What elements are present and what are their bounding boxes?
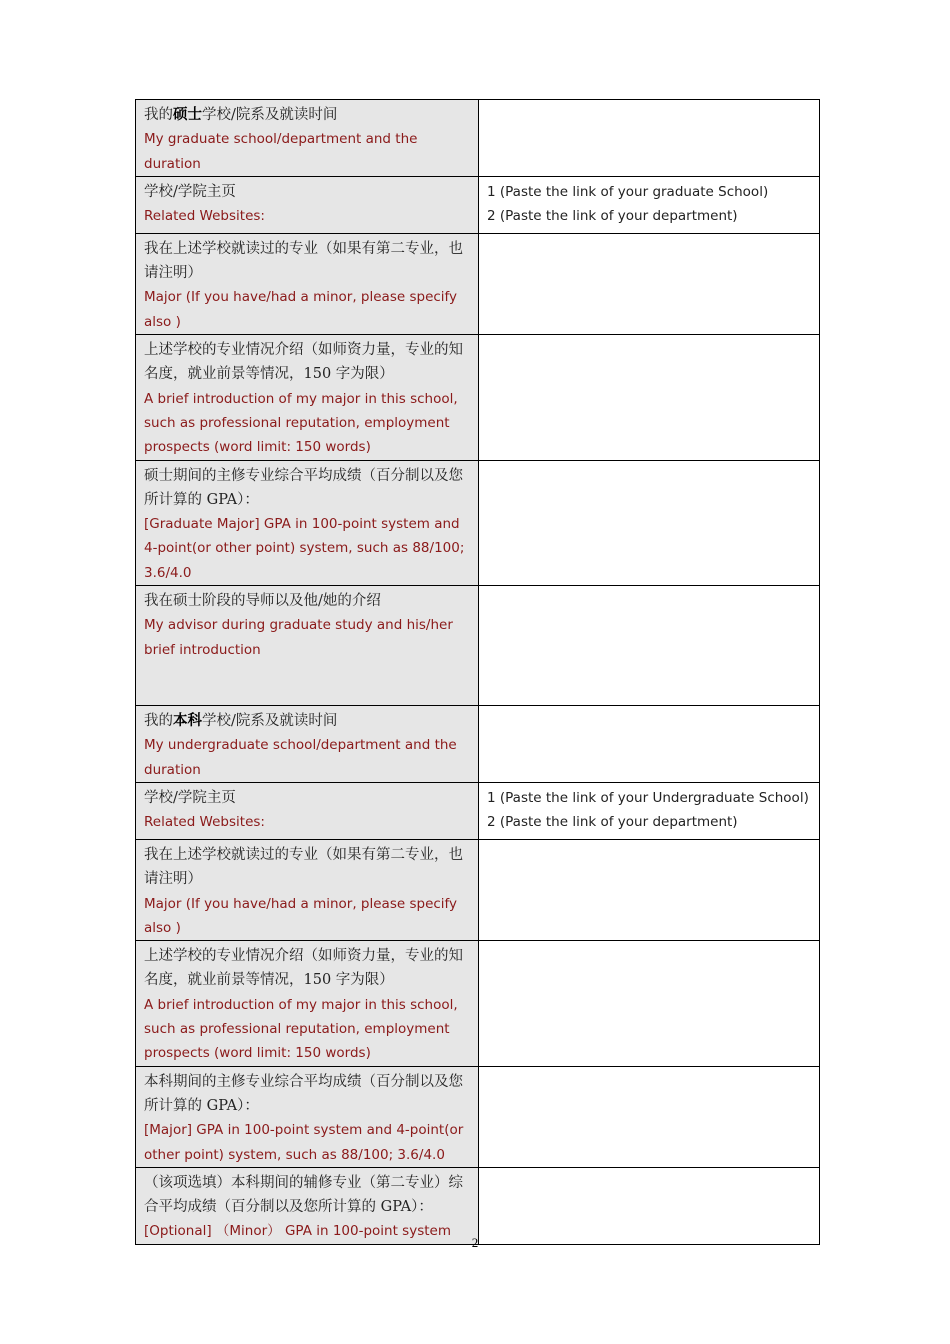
form-row [136, 782, 820, 839]
field-label-cell [136, 839, 479, 940]
field-value-cell[interactable] [479, 1066, 820, 1167]
field-label-en: [Optional] （Minor） GPA in 100-point system [144, 1223, 451, 1240]
field-label-zh-text: 我在上述学校就读过的专业（如果有第二专业，也请注明） [144, 846, 463, 888]
field-label-cell [136, 100, 479, 177]
field-label-cell [136, 941, 479, 1066]
field-label-zh-text: 学校/学院主页 [144, 183, 236, 200]
field-label-cell [136, 1066, 479, 1167]
field-label-cell [136, 335, 479, 460]
field-label-zh-text: 硕士期间的主修专业综合平均成绩（百分制以及您所计算的 GPA）： [144, 467, 463, 508]
form-row [136, 176, 820, 233]
field-label-en: A brief introduction of my major in this school, such as professional reputation, employment prospects (word limit: 150 words) [144, 390, 458, 456]
form-row [136, 335, 820, 460]
field-value-cell[interactable] [479, 1167, 820, 1244]
field-value-cell[interactable] [479, 706, 820, 783]
field-label-zh-text: 学校/学院主页 [144, 789, 236, 806]
page-number: 2 [471, 1235, 479, 1250]
field-label-en: [Major] GPA in 100-point system and 4-point(or other point) system, such as 88/100; 3.6/4.0 [144, 1122, 464, 1163]
field-label-zh [144, 709, 470, 733]
field-label-en: Related Websites: [144, 814, 265, 831]
field-label-en: [Graduate Major] GPA in 100-point system and 4-point(or other point) system, such as 88/100; 3.6/4.0 [144, 516, 465, 581]
field-label-zh-emphasis: 本科 [173, 712, 202, 730]
form-row [136, 706, 820, 783]
field-label-zh-text: 我在上述学校就读过的专业（如果有第二专业，也请注明） [144, 240, 463, 282]
field-label-en: My graduate school/department and the duration [144, 131, 418, 172]
field-label-cell [136, 233, 479, 334]
field-label-zh [144, 843, 470, 892]
field-label-zh-text: 本科期间的主修专业综合平均成绩（百分制以及您所计算的 GPA）： [144, 1073, 463, 1114]
field-label-zh-emphasis: 硕士 [173, 106, 202, 123]
field-value-cell[interactable] [479, 233, 820, 334]
field-label-cell [136, 460, 479, 585]
field-label-en: My undergraduate school/department and the duration [144, 737, 457, 778]
field-label-zh [144, 180, 470, 204]
field-value-cell[interactable] [479, 176, 820, 233]
field-value-text: 1 (Paste the link of your graduate School) [487, 183, 769, 200]
field-label-en: A brief introduction of my major in this school, such as professional reputation, employment prospects (word limit: 150 words) [144, 996, 458, 1062]
form-row [136, 233, 820, 334]
field-value-cell[interactable] [479, 335, 820, 460]
field-label-zh-text: （该项选填）本科期间的辅修专业（第二专业）综合平均成绩（百分制以及您所计算的 GPA）： [144, 1174, 463, 1216]
field-value-cell[interactable] [479, 782, 820, 839]
field-label-en: Major (If you have/had a minor, please specify also ) [144, 895, 458, 936]
field-label-en: Major (If you have/had a minor, please specify also ) [144, 289, 458, 330]
field-label-zh-text: 学校/院系及就读时间 [202, 713, 338, 730]
form-table-body [136, 100, 820, 1245]
field-label-zh-text: 我的 [144, 107, 173, 123]
form-row [136, 1066, 820, 1167]
field-label-zh [144, 338, 470, 387]
field-label-zh-text: 上述学校的专业情况介绍（如师资力量，专业的知名度，就业前景等情况，150 字为限） [144, 948, 463, 989]
field-label-cell [136, 176, 479, 233]
field-label-zh [144, 1070, 470, 1119]
form-row [136, 1167, 820, 1244]
field-label-zh [144, 103, 470, 127]
form-row [136, 586, 820, 706]
field-label-zh [144, 589, 470, 613]
field-label-zh [144, 464, 470, 513]
field-label-cell [136, 706, 479, 783]
field-value-cell[interactable] [479, 460, 820, 585]
field-label-zh [144, 237, 470, 286]
field-label-zh-text: 上述学校的专业情况介绍（如师资力量，专业的知名度，就业前景等情况，150 字为限） [144, 342, 463, 383]
field-label-cell [136, 1167, 479, 1244]
field-label-zh-text: 我在硕士阶段的导师以及他/她的介绍 [144, 593, 381, 610]
field-value-cell[interactable] [479, 839, 820, 940]
field-label-zh-text: 我的 [144, 713, 173, 730]
field-value-cell[interactable] [479, 100, 820, 177]
form-row [136, 460, 820, 585]
field-value-text: 1 (Paste the link of your Undergraduate School) [487, 789, 809, 806]
field-label-cell [136, 782, 479, 839]
field-label-zh [144, 944, 470, 993]
field-value-cell[interactable] [479, 941, 820, 1066]
application-form-table [135, 99, 820, 1245]
field-label-zh [144, 1171, 470, 1220]
field-label-zh [144, 786, 470, 810]
form-row [136, 839, 820, 940]
form-row [136, 941, 820, 1066]
form-row [136, 100, 820, 177]
field-label-en: Related Websites: [144, 208, 265, 225]
field-value-text: 2 (Paste the link of your department) [487, 208, 738, 225]
field-value-cell[interactable] [479, 586, 820, 706]
field-label-en: My advisor during graduate study and his/her brief introduction [144, 617, 453, 658]
field-label-zh-text: 学校/院系及就读时间 [202, 107, 338, 123]
field-label-cell [136, 586, 479, 706]
field-value-text: 2 (Paste the link of your department) [487, 814, 738, 831]
